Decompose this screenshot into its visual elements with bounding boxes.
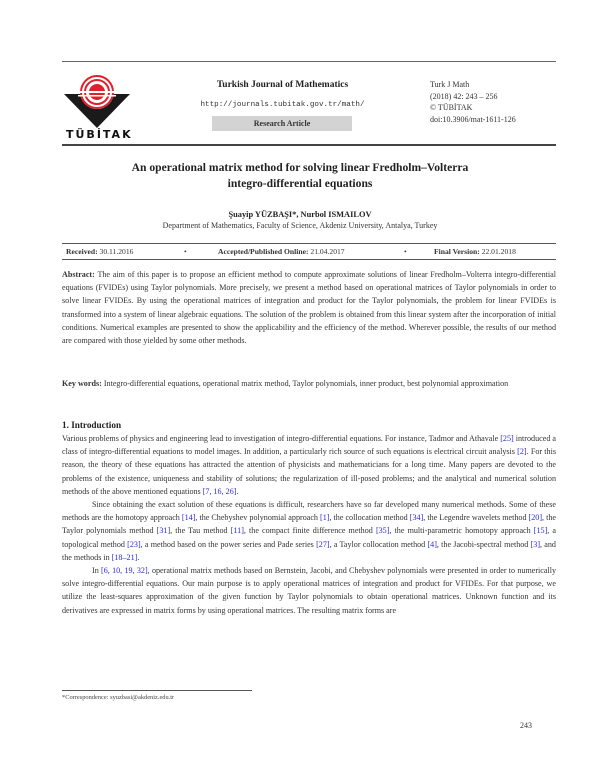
journal-url-link[interactable]: http://journals.tubitak.gov.tr/math/ xyxy=(200,101,365,109)
journal-name: Turkish Journal of Mathematics xyxy=(216,80,349,90)
citation-link[interactable]: [3] xyxy=(530,539,541,549)
citation-link[interactable]: [15] xyxy=(533,526,548,536)
separator-2: • xyxy=(404,247,407,256)
paragraph-text: , a topological method xyxy=(62,526,557,549)
citation-link[interactable]: [20] xyxy=(528,513,543,523)
citation-link[interactable]: [34] xyxy=(409,513,424,523)
paragraph-text: , a method based on the power series and Pade series xyxy=(140,539,317,549)
article-title xyxy=(80,160,520,192)
citation-link[interactable]: [23] xyxy=(127,539,141,549)
correspondence-footnote: *Correspondence: syuzbasi@akdeniz.edu.tr xyxy=(62,694,175,701)
paragraph-text: , and the methods in xyxy=(62,539,556,562)
abstract-label: Abstract: xyxy=(62,270,95,279)
intro-paragraph-1 xyxy=(62,432,556,498)
paragraph-text: , the compact finite difference method xyxy=(243,526,376,536)
paragraph-text: introduced a class of integro-differential equations to model images. In addition, a particularly rich source of such equations is electrical circuit analysis xyxy=(62,434,556,457)
section-heading-introduction: 1. Introduction xyxy=(62,420,122,430)
paragraph-text: In xyxy=(92,566,102,576)
copyright: © TÜBİTAK xyxy=(430,103,473,112)
paragraph-text: Since obtaining the exact solution of these equations is difficult, researchers have so far developed many numerical methods. Some of these methods are the homotopy approach xyxy=(62,500,556,523)
paragraph-text: . xyxy=(236,486,239,496)
received-date xyxy=(66,247,133,256)
paragraph-text: , operational matrix methods based on Bernstein, Jacobi, and Chebyshev polynomials were presented in order to numerically solve integro-differential equations. Our main purpose is to apply operational matrices of integration and product for VFIDEs. For that purpose, we utilize the least-squares approximation of the given function by Taylor polynomials to obtain operational matrices. Unknown function and its derivatives are expressed in matrix forms by using operational matrices. The resulting matrix forms are xyxy=(62,566,557,615)
citation-link[interactable]: [6, 10, 19, 32] xyxy=(101,566,148,576)
header-bottom-rule xyxy=(62,144,556,146)
citation-link[interactable]: [35] xyxy=(375,526,390,536)
final-value: 22.01.2018 xyxy=(481,247,516,256)
authors: Şuayip YÜZBAŞI*, Nurbol ISMAILOV xyxy=(228,210,372,219)
paragraph-text: . xyxy=(137,552,140,562)
intro-paragraph-2 xyxy=(62,498,556,564)
article-type-badge: Research Article xyxy=(212,116,352,131)
short-journal-name: Turk J Math xyxy=(430,80,470,89)
citation-meta xyxy=(430,79,516,125)
keywords xyxy=(62,377,556,390)
paragraph-text: . For this reason, the theory of these equations has attracted the attention of physicists and mathematicians for a long time. Many papers are devoted to the problems of the existence, uniqueness and stability of solutions; the regularization of ill-posed problems; and the analytical and numerical solution methods of the above mentioned equations xyxy=(62,447,557,496)
accepted-value: 21.04.2017 xyxy=(310,247,345,256)
final-label: Final Version: xyxy=(434,247,480,256)
paragraph-text: , the multi-parametric homotopy approach xyxy=(389,526,534,536)
paragraph-text: , the Legendre wavelets method xyxy=(423,513,529,523)
citation-link[interactable]: [7, 16, 26] xyxy=(202,486,237,496)
abstract xyxy=(62,268,556,347)
paragraph-text: , the Jacobi-spectral method xyxy=(436,539,531,549)
citation-link[interactable]: [25] xyxy=(500,434,514,443)
intro-paragraph-3 xyxy=(62,564,556,617)
citation-link[interactable]: [11] xyxy=(230,526,244,536)
logo-text: TÜBİTAK xyxy=(66,128,133,141)
accepted-date xyxy=(218,247,345,256)
dates-bottom-rule xyxy=(62,259,556,260)
dates-top-rule xyxy=(62,243,556,244)
header-top-rule xyxy=(62,61,556,62)
citation-link[interactable]: [2] xyxy=(517,447,527,457)
citation-link[interactable]: [31] xyxy=(156,526,171,536)
citation-link[interactable]: [18–21] xyxy=(111,552,138,562)
citation-link[interactable]: [1] xyxy=(320,513,330,523)
paragraph-text: , the Chebyshev polynomial approach xyxy=(195,513,321,523)
accepted-label: Accepted/Published Online: xyxy=(218,247,309,256)
citation-link[interactable]: [4] xyxy=(427,539,437,549)
doi-link[interactable]: doi:10.3906/mat-1611-126 xyxy=(430,114,516,124)
page-number: 243 xyxy=(520,721,532,730)
paragraph-text: , the collocation method xyxy=(329,513,410,523)
separator-1: • xyxy=(184,247,187,256)
received-value: 30.11.2016 xyxy=(99,247,134,256)
citation-link[interactable]: [14] xyxy=(181,513,196,523)
final-version-date xyxy=(434,247,516,256)
keywords-label: Key words: xyxy=(62,379,102,388)
paragraph-text: , the Taylor polynomials method xyxy=(62,513,556,536)
paragraph-text: Various problems of physics and engineering lead to investigation of integro-differential equations. For instance, Tadmor and Athavale xyxy=(62,434,501,443)
keywords-text: Integro-differential equations, operational matrix method, Taylor polynomials, inner product, best polynomial approximation xyxy=(103,379,509,388)
introduction-body xyxy=(62,432,556,617)
paragraph-text: , the Tau method xyxy=(170,526,231,536)
affiliation: Department of Mathematics, Faculty of Science, Akdeniz University, Antalya, Turkey xyxy=(162,221,438,230)
footnote-rule xyxy=(62,690,252,691)
title-line-1: An operational matrix method for solving linear Fredholm–Volterra xyxy=(131,161,469,174)
abstract-text: The aim of this paper is to propose an efficient method to compute approximate solutions of linear Fredholm–Volterra integro-differential equations (FVIDEs) using Taylor polynomials. More precisely, we present a method based on operational matrices of Taylor polynomials in order to solve linear FVIDEs. By using the operational matrices of integration and product for the Taylor polynomials, the problem for linear FVIDEs is transformed into a system of linear algebraic equations. The solution of the problem is obtained from this linear system after the incorporation of initial conditions. Numerical examples are presented to show the applicability and the efficiency of the method. Wherever possible, the results of our method are compared with those yielded by some other methods. xyxy=(62,270,556,346)
title-line-2: integro-differential equations xyxy=(227,177,373,190)
paragraph-text: , a Taylor collocation method xyxy=(329,539,428,549)
received-label: Received: xyxy=(66,247,98,256)
citation-link[interactable]: [27] xyxy=(316,539,330,549)
volume-pages: (2018) 42: 243 – 256 xyxy=(430,91,498,101)
